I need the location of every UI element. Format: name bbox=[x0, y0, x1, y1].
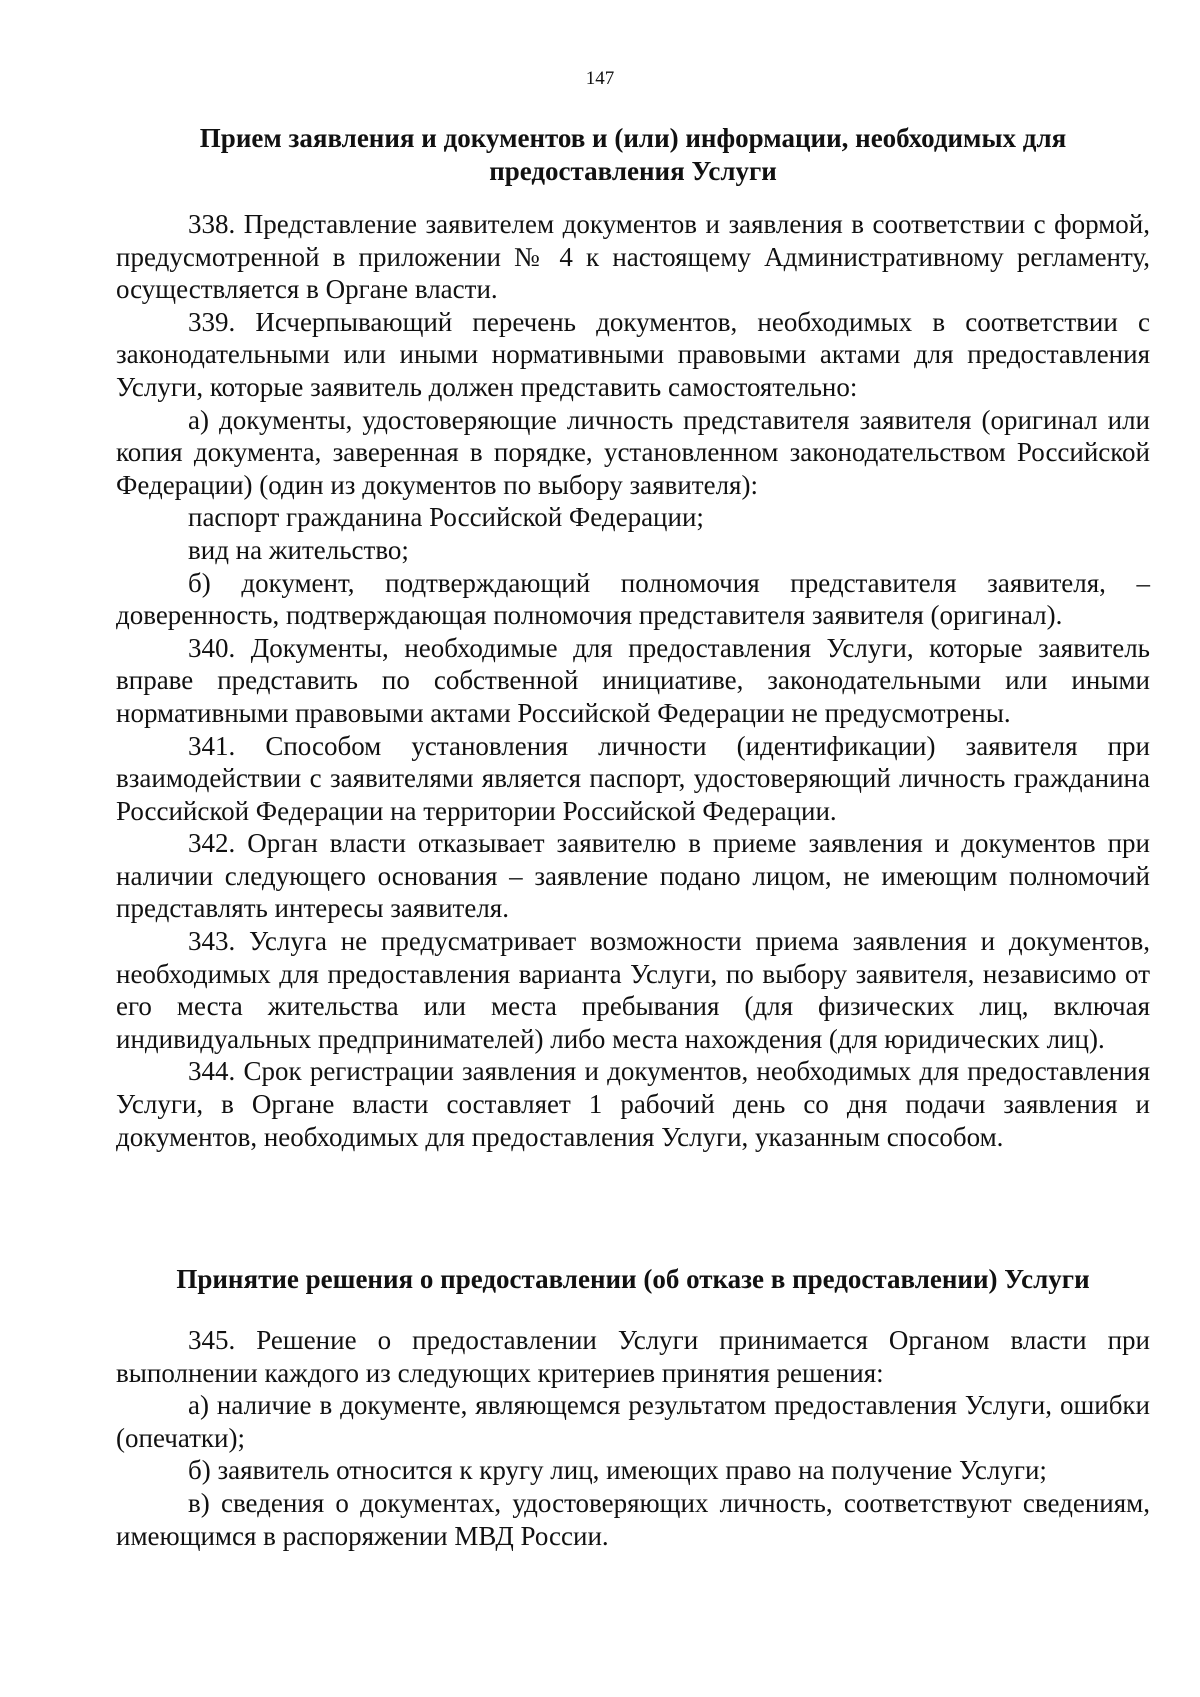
section-body bbox=[116, 208, 1150, 1153]
paragraph-342: 342. Орган власти отказывает заявителю в приеме заявления и документов при наличии следующего основания – заявление подано лицом, не имеющим полномочий представлять интересы заявителя. bbox=[116, 828, 1150, 924]
paragraph-339-a: а) документы, удостоверяющие личность представителя заявителя (оригинал или копия документа, заверенная в порядке, установленном законодательством Российской Федерации) (один из документов по выбору заявителя): bbox=[116, 404, 1150, 500]
paragraph-345-b: б) заявитель относится к кругу лиц, имеющих право на получение Услуги; bbox=[188, 1455, 1047, 1486]
paragraph-345-a: а) наличие в документе, являющемся результатом предоставления Услуги, ошибки (опечатки); bbox=[116, 1390, 1150, 1453]
paragraph-339-b: б) документ, подтверждающий полномочия представителя заявителя, – доверенность, подтверждающая полномочия представителя заявителя (оригинал). bbox=[116, 567, 1150, 631]
paragraph-341: 341. Способом установления личности (идентификации) заявителя при взаимодействии с заявителями является паспорт, удостоверяющий личность гражданина Российской Федерации на территории Российской Федерации. bbox=[116, 730, 1150, 826]
page-number: 147 bbox=[585, 68, 615, 89]
paragraph-343: 343. Услуга не предусматривает возможности приема заявления и документов, необходимых для предоставления варианта Услуги, по выбору заявителя, независимо от его места жительства или места пребывания (для физических лиц, включая индивидуальных предпринимателей) либо места нахождения (для юридических лиц). bbox=[116, 926, 1150, 1054]
paragraph-345: 345. Решение о предоставлении Услуги принимается Органом власти при выполнении каждого из следующих критериев принятия решения: bbox=[116, 1325, 1150, 1388]
section-title: Принятие решения о предоставлении (об отказе в предоставлении) Услуги bbox=[176, 1264, 1090, 1294]
list-item-passport: паспорт гражданина Российской Федерации; bbox=[188, 502, 704, 533]
paragraph-340: 340. Документы, необходимые для предоставления Услуги, которые заявитель вправе представить по собственной инициативе, законодательными или иными нормативными правовыми актами Российской Федерации не предусмотрены. bbox=[116, 632, 1150, 728]
paragraph-339: 339. Исчерпывающий перечень документов, необходимых в соответствии с законодательными или иными нормативными правовыми актами для предоставления Услуги, которые заявитель должен представить самостоятельно: bbox=[116, 306, 1150, 402]
paragraph-344: 344. Срок регистрации заявления и документов, необходимых для предоставления Услуги, в Органе власти составляет 1 рабочий день со дня подачи заявления и документов, необходимых для предоставления Услуги, указанным способом. bbox=[116, 1056, 1150, 1152]
section-title: Прием заявления и документов и (или) информации, необходимых для предоставления Услуги bbox=[199, 123, 1067, 186]
section-body bbox=[116, 1324, 1150, 1552]
list-item-residence-permit: вид на жительство; bbox=[188, 534, 409, 565]
paragraph-345-c: в) сведения о документах, удостоверяющих личность, соответствуют сведениям, имеющимся в распоряжении МВД России. bbox=[116, 1487, 1150, 1551]
paragraph-338: 338. Представление заявителем документов и заявления в соответствии с формой, предусмотренной в приложении № 4 к настоящему Административному регламенту, осуществляется в Органе власти. bbox=[116, 209, 1150, 305]
